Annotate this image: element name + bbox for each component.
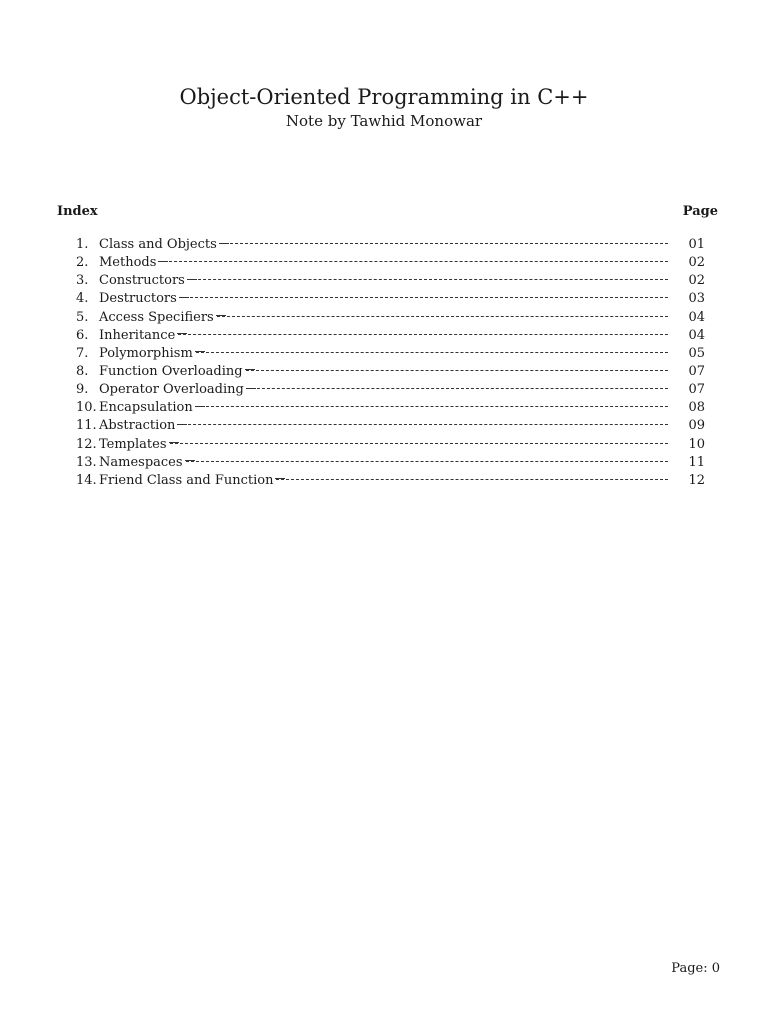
toc-dot-leader xyxy=(196,352,668,353)
toc-entry-label: Namespaces xyxy=(99,454,183,470)
toc-entry-label: Destructors xyxy=(99,291,177,307)
toc-entry-label: Friend Class and Function xyxy=(99,472,274,488)
toc-entry-page: 09 xyxy=(688,418,705,434)
toc-dot-leader xyxy=(217,316,668,317)
toc-dot-leader xyxy=(180,297,668,298)
toc-entry-page: 02 xyxy=(688,255,705,271)
toc-dot-leader xyxy=(246,370,668,371)
toc-entry-page: 11 xyxy=(688,454,705,470)
toc-entry[interactable] xyxy=(76,436,708,454)
toc-entry[interactable] xyxy=(76,236,708,254)
toc-entry[interactable] xyxy=(76,309,708,327)
toc-dot-leader xyxy=(276,479,668,480)
toc-entry-page: 04 xyxy=(688,327,705,343)
toc-entry[interactable] xyxy=(76,399,708,417)
toc-dot-leader xyxy=(247,388,668,389)
toc-entry[interactable] xyxy=(76,472,708,490)
toc-entry[interactable] xyxy=(76,290,708,308)
toc-entry-label: Operator Overloading xyxy=(99,382,244,398)
toc-entry-page: 03 xyxy=(688,291,705,307)
toc-entry-number: 4. xyxy=(76,291,89,307)
toc-dot-leader xyxy=(170,443,668,444)
toc-entry-page: 05 xyxy=(688,345,705,361)
toc-entry-number: 5. xyxy=(76,309,89,325)
toc-entry[interactable] xyxy=(76,345,708,363)
index-heading: Index xyxy=(57,204,98,219)
toc-entry-label: Inheritance xyxy=(99,327,176,343)
toc-entry[interactable] xyxy=(76,381,708,399)
index-header xyxy=(57,204,718,224)
toc-entry-number: 3. xyxy=(76,273,89,289)
toc-dot-leader xyxy=(186,461,668,462)
toc-entry-label: Methods xyxy=(99,255,157,271)
document-subtitle: Note by Tawhid Monowar xyxy=(285,112,483,130)
table-of-contents xyxy=(76,236,708,490)
toc-entry[interactable] xyxy=(76,363,708,381)
toc-entry-number: 7. xyxy=(76,345,89,361)
toc-entry-number: 14. xyxy=(76,472,97,488)
toc-entry-number: 11. xyxy=(76,418,97,434)
toc-entry-label: Encapsulation xyxy=(99,400,193,416)
toc-entry-page: 08 xyxy=(688,400,705,416)
toc-entry-number: 8. xyxy=(76,363,89,379)
toc-dot-leader xyxy=(178,424,668,425)
toc-entry-page: 04 xyxy=(688,309,705,325)
toc-entry-number: 2. xyxy=(76,255,89,271)
page-number-footer: Page: 0 xyxy=(671,961,720,976)
toc-entry-number: 12. xyxy=(76,436,97,452)
toc-entry-label: Abstraction xyxy=(99,418,176,434)
toc-entry[interactable] xyxy=(76,272,708,290)
toc-entry-number: 13. xyxy=(76,454,97,470)
toc-entry-number: 6. xyxy=(76,327,89,343)
toc-entry-label: Access Specifiers xyxy=(99,309,214,325)
toc-entry-page: 12 xyxy=(688,472,705,488)
page-heading: Page xyxy=(682,204,718,219)
toc-entry-page: 07 xyxy=(688,363,705,379)
toc-entry-number: 9. xyxy=(76,382,89,398)
toc-entry[interactable] xyxy=(76,454,708,472)
toc-dot-leader xyxy=(220,243,668,244)
toc-entry-label: Templates xyxy=(99,436,167,452)
toc-entry-number: 10. xyxy=(76,400,97,416)
toc-entry-label: Function Overloading xyxy=(99,363,243,379)
toc-entry-page: 01 xyxy=(688,237,705,252)
toc-dot-leader xyxy=(178,334,668,335)
toc-dot-leader xyxy=(159,261,668,262)
toc-dot-leader xyxy=(196,406,668,407)
toc-entry-label: Constructors xyxy=(99,273,185,289)
toc-entry-number: 1. xyxy=(76,237,89,252)
toc-entry-page: 07 xyxy=(688,382,705,398)
toc-entry-page: 02 xyxy=(688,273,705,289)
toc-entry[interactable] xyxy=(76,254,708,272)
toc-dot-leader xyxy=(188,279,668,280)
toc-entry-label: Polymorphism xyxy=(99,345,193,361)
toc-entry-page: 10 xyxy=(688,436,705,452)
toc-entry[interactable] xyxy=(76,417,708,435)
toc-entry[interactable] xyxy=(76,327,708,345)
toc-entry-label: Class and Objects xyxy=(99,237,217,252)
document-title: Object-Oriented Programming in C++ xyxy=(179,85,589,109)
